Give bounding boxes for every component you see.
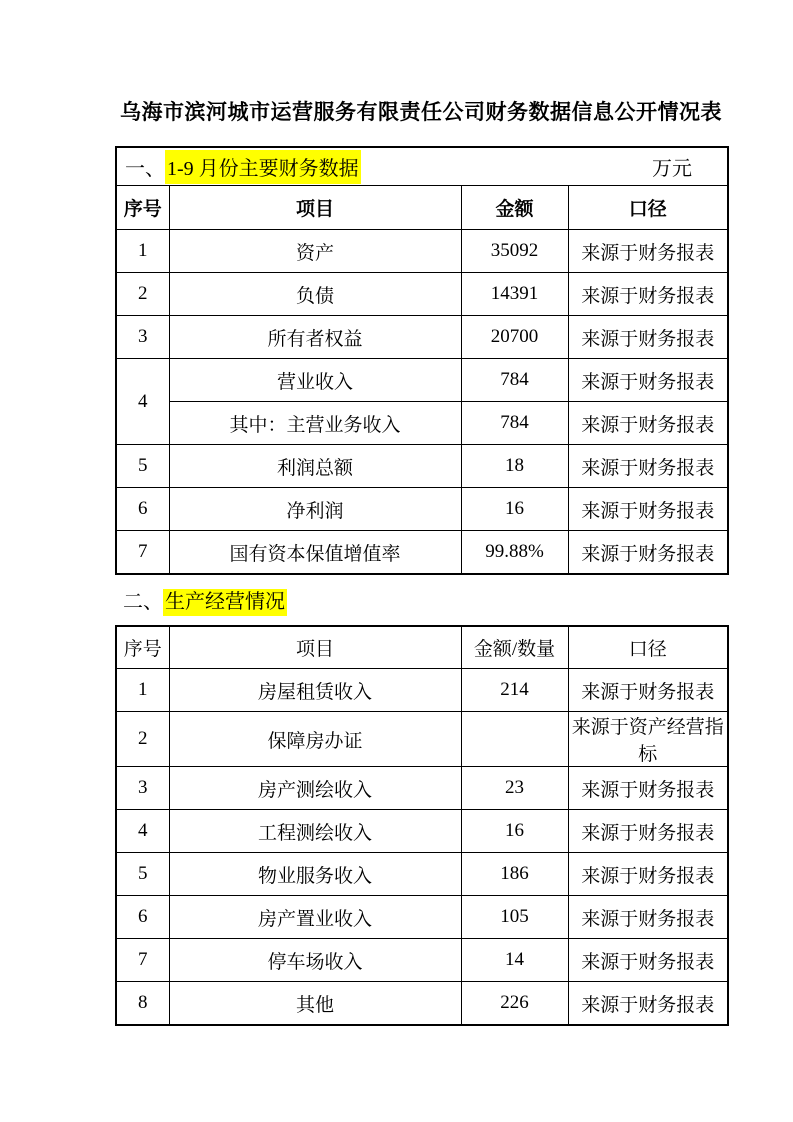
cell-no: 8 (116, 982, 169, 1026)
cell-item: 营业收入 (169, 359, 461, 402)
cell-amount: 186 (461, 853, 568, 896)
cell-no: 3 (116, 316, 169, 359)
header-no: 序号 (116, 186, 169, 230)
cell-item-sub: 其中：主营业务收入 (169, 402, 461, 445)
cell-source: 来源于财务报表 (568, 359, 728, 402)
cell-no: 4 (116, 810, 169, 853)
cell-amount: 18 (461, 445, 568, 488)
cell-amount: 784 (461, 359, 568, 402)
table-row (116, 230, 728, 273)
cell-amount: 14 (461, 939, 568, 982)
cell-amount: 23 (461, 767, 568, 810)
cell-source: 来源于财务报表 (568, 810, 728, 853)
cell-no-merged: 4 (116, 359, 169, 445)
cell-item: 资产 (169, 230, 461, 273)
cell-item: 停车场收入 (169, 939, 461, 982)
table-row (116, 982, 728, 1026)
cell-amount: 14391 (461, 273, 568, 316)
cell-source: 来源于财务报表 (568, 230, 728, 273)
cell-item: 保障房办证 (169, 712, 461, 767)
cell-item: 所有者权益 (169, 316, 461, 359)
cell-source: 来源于财务报表 (568, 896, 728, 939)
table-row (116, 359, 728, 402)
table-row (116, 939, 728, 982)
cell-source: 来源于财务报表 (568, 982, 728, 1026)
header-no: 序号 (116, 626, 169, 669)
cell-item: 利润总额 (169, 445, 461, 488)
cell-no: 2 (116, 712, 169, 767)
cell-amount: 105 (461, 896, 568, 939)
section2-prefix: 二、 (123, 591, 163, 613)
header-item: 项目 (169, 186, 461, 230)
section1-label-highlight: 1-9 月份主要财务数据 (165, 150, 361, 184)
table1-header-row (116, 186, 728, 230)
cell-amount: 99.88% (461, 531, 568, 575)
table-row (116, 669, 728, 712)
section2-heading (115, 589, 727, 615)
cell-no: 7 (116, 531, 169, 575)
cell-amount: 16 (461, 488, 568, 531)
cell-source: 来源于财务报表 (568, 767, 728, 810)
table-row (116, 896, 728, 939)
cell-no: 1 (116, 669, 169, 712)
cell-source: 来源于财务报表 (568, 488, 728, 531)
header-source: 口径 (568, 626, 728, 669)
section2-label-highlight: 生产经营情况 (163, 589, 287, 616)
cell-item: 其他 (169, 982, 461, 1026)
table-row (116, 273, 728, 316)
table-row (116, 488, 728, 531)
table-row (116, 531, 728, 575)
cell-source: 来源于财务报表 (568, 402, 728, 445)
cell-item: 负债 (169, 273, 461, 316)
cell-no: 3 (116, 767, 169, 810)
cell-source: 来源于财务报表 (568, 273, 728, 316)
unit-label: 万元 (652, 158, 693, 180)
section1-heading (125, 150, 361, 184)
table-row (116, 712, 728, 767)
cell-source: 来源于财务报表 (568, 939, 728, 982)
header-amount: 金额 (461, 186, 568, 230)
table-row (116, 316, 728, 359)
table-row (116, 445, 728, 488)
cell-source: 来源于财务报表 (568, 316, 728, 359)
cell-amount (461, 712, 568, 767)
cell-no: 1 (116, 230, 169, 273)
header-item: 项目 (169, 626, 461, 669)
table-row (116, 767, 728, 810)
cell-amount: 784 (461, 402, 568, 445)
cell-amount: 35092 (461, 230, 568, 273)
cell-source: 来源于财务报表 (568, 445, 728, 488)
cell-amount: 214 (461, 669, 568, 712)
page-title: 乌海市滨河城市运营服务有限责任公司财务数据信息公开情况表 (120, 100, 722, 124)
cell-amount: 20700 (461, 316, 568, 359)
cell-item: 物业服务收入 (169, 853, 461, 896)
cell-amount: 16 (461, 810, 568, 853)
cell-source: 来源于资产经营指标 (568, 712, 728, 767)
cell-no: 6 (116, 488, 169, 531)
table-row (116, 810, 728, 853)
cell-amount: 226 (461, 982, 568, 1026)
table2-header-row (116, 626, 728, 669)
cell-no: 2 (116, 273, 169, 316)
cell-item: 净利润 (169, 488, 461, 531)
cell-item: 房产测绘收入 (169, 767, 461, 810)
financial-data-table (115, 146, 729, 575)
header-amount: 金额/数量 (461, 626, 568, 669)
header-source: 口径 (568, 186, 728, 230)
document-content (115, 95, 727, 1026)
cell-item: 房屋租赁收入 (169, 669, 461, 712)
section1-heading-row (116, 147, 728, 186)
operations-data-table (115, 625, 729, 1026)
table-row (116, 402, 728, 445)
cell-source: 来源于财务报表 (568, 853, 728, 896)
cell-item: 房产置业收入 (169, 896, 461, 939)
cell-item: 国有资本保值增值率 (169, 531, 461, 575)
cell-no: 6 (116, 896, 169, 939)
section1-heading-cell (116, 147, 728, 186)
cell-item: 工程测绘收入 (169, 810, 461, 853)
section1-prefix: 一、 (125, 158, 165, 180)
cell-source: 来源于财务报表 (568, 531, 728, 575)
table-row (116, 853, 728, 896)
cell-no: 7 (116, 939, 169, 982)
cell-no: 5 (116, 853, 169, 896)
cell-no: 5 (116, 445, 169, 488)
cell-source: 来源于财务报表 (568, 669, 728, 712)
